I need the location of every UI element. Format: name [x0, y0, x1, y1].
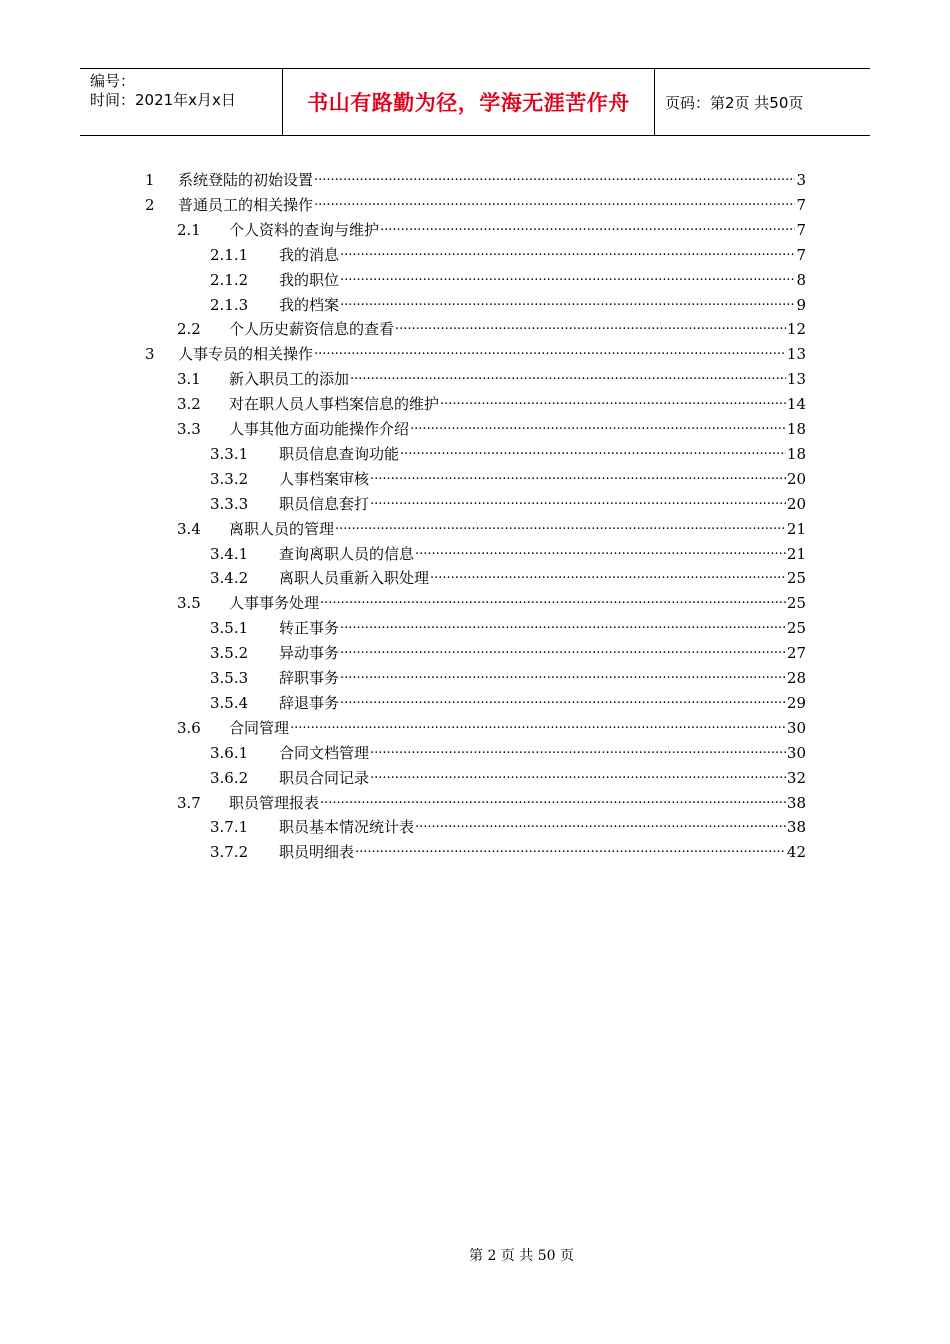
- toc-leader-dots: [430, 558, 786, 583]
- toc-entry-page: 30: [786, 744, 806, 762]
- toc-entry[interactable]: [210, 484, 806, 513]
- toc-entry-number: 3.7: [177, 794, 201, 812]
- toc-entry[interactable]: [210, 534, 806, 563]
- toc-entry-page: 13: [786, 370, 806, 388]
- toc-entry-number: 3.5.1: [210, 619, 249, 637]
- toc-leader-dots: [355, 832, 786, 857]
- toc-entry[interactable]: [210, 608, 806, 637]
- toc-entry-page: 3: [796, 171, 806, 189]
- toc-entry-title: 人事其他方面功能操作介绍: [229, 420, 410, 438]
- toc-leader-dots: [320, 583, 786, 608]
- toc-entry-page: 25: [786, 569, 806, 587]
- toc-entry-title: 转正事务: [279, 619, 340, 637]
- toc-leader-dots: [340, 260, 795, 285]
- toc-entry-number: 2.1.2: [210, 271, 249, 289]
- toc-entry[interactable]: [177, 359, 806, 388]
- toc-leader-dots: [314, 334, 786, 359]
- toc-entry-page: 25: [786, 594, 806, 612]
- toc-entry-title: 辞职事务: [279, 669, 340, 687]
- toc-entry-number: 3.5.3: [210, 669, 249, 687]
- toc-entry-number: 2.1.3: [210, 296, 249, 314]
- header-motto: 书山有路勤为径，学海无涯苦作舟: [307, 91, 630, 115]
- toc-entry-page: 7: [796, 246, 806, 264]
- toc-entry[interactable]: [177, 309, 806, 338]
- document-time-label: 时间：2021年x月x日: [90, 91, 236, 109]
- toc-entry-title: 我的档案: [279, 296, 340, 314]
- toc-entry-title: 人事专员的相关操作: [178, 345, 314, 363]
- toc-entry-title: 职员管理报表: [229, 794, 320, 812]
- header-page-info: 页码：第2页 共50页: [665, 93, 804, 112]
- toc-entry[interactable]: [210, 807, 806, 836]
- toc-entry-page: 12: [786, 320, 806, 338]
- toc-entry-page: 21: [786, 520, 806, 538]
- toc-entry-title: 辞退事务: [279, 694, 340, 712]
- document-header: [80, 68, 870, 136]
- toc-entry[interactable]: [145, 160, 806, 189]
- toc-leader-dots: [340, 683, 786, 708]
- toc-leader-dots: [290, 708, 786, 733]
- toc-leader-dots: [415, 534, 786, 559]
- toc-entry-page: 42: [786, 843, 806, 861]
- toc-entry[interactable]: [145, 185, 806, 214]
- toc-entry-title: 人事事务处理: [229, 594, 320, 612]
- toc-leader-dots: [380, 210, 795, 235]
- toc-entry-number: 3.3.2: [210, 470, 249, 488]
- toc-entry[interactable]: [210, 683, 806, 712]
- toc-entry-title: 我的消息: [279, 246, 340, 264]
- toc-entry-title: 我的职位: [279, 271, 340, 289]
- toc-entry[interactable]: [210, 434, 806, 463]
- toc-leader-dots: [370, 733, 786, 758]
- toc-entry-number: 3.7.1: [210, 818, 249, 836]
- toc-entry-page: 27: [786, 644, 806, 662]
- toc-leader-dots: [340, 235, 795, 260]
- toc-entry[interactable]: [177, 583, 806, 612]
- toc-entry-number: 3.5.4: [210, 694, 249, 712]
- toc-leader-dots: [340, 633, 786, 658]
- toc-leader-dots: [395, 309, 786, 334]
- toc-entry-number: 3.1: [177, 370, 201, 388]
- toc-entry[interactable]: [210, 832, 806, 861]
- toc-entry[interactable]: [210, 285, 806, 314]
- toc-entry-number: 3.6.2: [210, 769, 249, 787]
- toc-entry[interactable]: [177, 509, 806, 538]
- toc-leader-dots: [314, 185, 795, 210]
- toc-entry-number: 3: [145, 345, 155, 363]
- toc-entry[interactable]: [210, 235, 806, 264]
- toc-entry-number: 3.7.2: [210, 843, 249, 861]
- toc-entry-title: 个人资料的查询与维护: [229, 221, 380, 239]
- toc-entry[interactable]: [210, 758, 806, 787]
- toc-entry-page: 38: [786, 794, 806, 812]
- footer-page-number: 第 2 页 共 50 页: [469, 1248, 574, 1264]
- toc-entry-page: 7: [796, 221, 806, 239]
- toc-entry-number: 3.6.1: [210, 744, 249, 762]
- toc-entry-page: 7: [796, 196, 806, 214]
- toc-entry-number: 3.4: [177, 520, 201, 538]
- toc-entry-number: 2.1: [177, 221, 201, 239]
- toc-leader-dots: [400, 434, 786, 459]
- toc-entry-page: 20: [786, 495, 806, 513]
- toc-entry-page: 30: [786, 719, 806, 737]
- toc-entry[interactable]: [210, 558, 806, 587]
- toc-entry-title: 职员信息查询功能: [279, 445, 400, 463]
- toc-entry-title: 异动事务: [279, 644, 340, 662]
- toc-entry-number: 3.5: [177, 594, 201, 612]
- toc-entry-number: 3.2: [177, 395, 201, 413]
- toc-entry-title: 普通员工的相关操作: [178, 196, 314, 214]
- toc-entry-page: 18: [786, 420, 806, 438]
- toc-entry-number: 2.2: [177, 320, 201, 338]
- toc-leader-dots: [340, 608, 786, 633]
- toc-entry-number: 2.1.1: [210, 246, 249, 264]
- toc-leader-dots: [370, 484, 786, 509]
- toc-leader-dots: [410, 409, 786, 434]
- toc-entry[interactable]: [177, 384, 806, 413]
- header-left-cell: [80, 69, 282, 135]
- toc-entry-title: 职员合同记录: [279, 769, 370, 787]
- toc-entry-page: 14: [786, 395, 806, 413]
- toc-entry-page: 9: [796, 296, 806, 314]
- toc-entry-page: 38: [786, 818, 806, 836]
- toc-entry-title: 离职人员重新入职处理: [279, 569, 430, 587]
- toc-entry[interactable]: [210, 733, 806, 762]
- toc-entry-title: 人事档案审核: [279, 470, 370, 488]
- toc-entry-page: 29: [786, 694, 806, 712]
- toc-leader-dots: [335, 509, 786, 534]
- toc-entry-title: 职员基本情况统计表: [279, 818, 415, 836]
- toc-entry-number: 1: [145, 171, 155, 189]
- toc-entry-title: 查询离职人员的信息: [279, 545, 415, 563]
- toc-entry-number: 3.4.2: [210, 569, 249, 587]
- toc-entry-page: 25: [786, 619, 806, 637]
- toc-entry-page: 13: [786, 345, 806, 363]
- toc-leader-dots: [370, 758, 786, 783]
- toc-leader-dots: [440, 384, 786, 409]
- toc-entry[interactable]: [177, 409, 806, 438]
- page-footer: [0, 1245, 950, 1265]
- toc-entry-page: 21: [786, 545, 806, 563]
- toc-leader-dots: [314, 160, 795, 185]
- toc-entry[interactable]: [210, 633, 806, 662]
- header-motto-cell: [282, 69, 655, 135]
- toc-leader-dots: [370, 459, 786, 484]
- toc-entry-title: 系统登陆的初始设置: [178, 171, 314, 189]
- toc-entry-number: 3.4.1: [210, 545, 249, 563]
- toc-entry-page: 8: [796, 271, 806, 289]
- toc-entry-page: 32: [786, 769, 806, 787]
- document-code-label: 编号：: [90, 72, 136, 90]
- toc-entry-page: 20: [786, 470, 806, 488]
- toc-entry-title: 职员信息套打: [279, 495, 370, 513]
- toc-entry[interactable]: [177, 210, 806, 239]
- toc-entry[interactable]: [210, 260, 806, 289]
- toc-leader-dots: [415, 807, 786, 832]
- toc-entry-number: 3.6: [177, 719, 201, 737]
- toc-leader-dots: [320, 783, 786, 808]
- toc-entry[interactable]: [177, 708, 806, 737]
- toc-entry-title: 个人历史薪资信息的查看: [229, 320, 395, 338]
- toc-entry-number: 3.3: [177, 420, 201, 438]
- toc-entry-number: 3.3.1: [210, 445, 249, 463]
- toc-leader-dots: [340, 658, 786, 683]
- toc-entry-title: 新入职员工的添加: [229, 370, 350, 388]
- toc-entry[interactable]: [177, 783, 806, 812]
- toc-entry[interactable]: [145, 334, 806, 363]
- toc-leader-dots: [340, 285, 795, 310]
- toc-entry-number: 3.3.3: [210, 495, 249, 513]
- toc-entry-title: 职员明细表: [279, 843, 355, 861]
- toc-entry-title: 合同文档管理: [279, 744, 370, 762]
- toc-entry[interactable]: [210, 658, 806, 687]
- toc-entry-title: 离职人员的管理: [229, 520, 335, 538]
- toc-leader-dots: [350, 359, 786, 384]
- toc-entry-page: 18: [786, 445, 806, 463]
- header-page-cell: [655, 69, 870, 135]
- toc-entry-number: 2: [145, 196, 155, 214]
- toc-entry-title: 合同管理: [229, 719, 290, 737]
- toc-entry-number: 3.5.2: [210, 644, 249, 662]
- toc-entry-page: 28: [786, 669, 806, 687]
- toc-entry-title: 对在职人员人事档案信息的维护: [229, 395, 440, 413]
- toc-entry[interactable]: [210, 459, 806, 488]
